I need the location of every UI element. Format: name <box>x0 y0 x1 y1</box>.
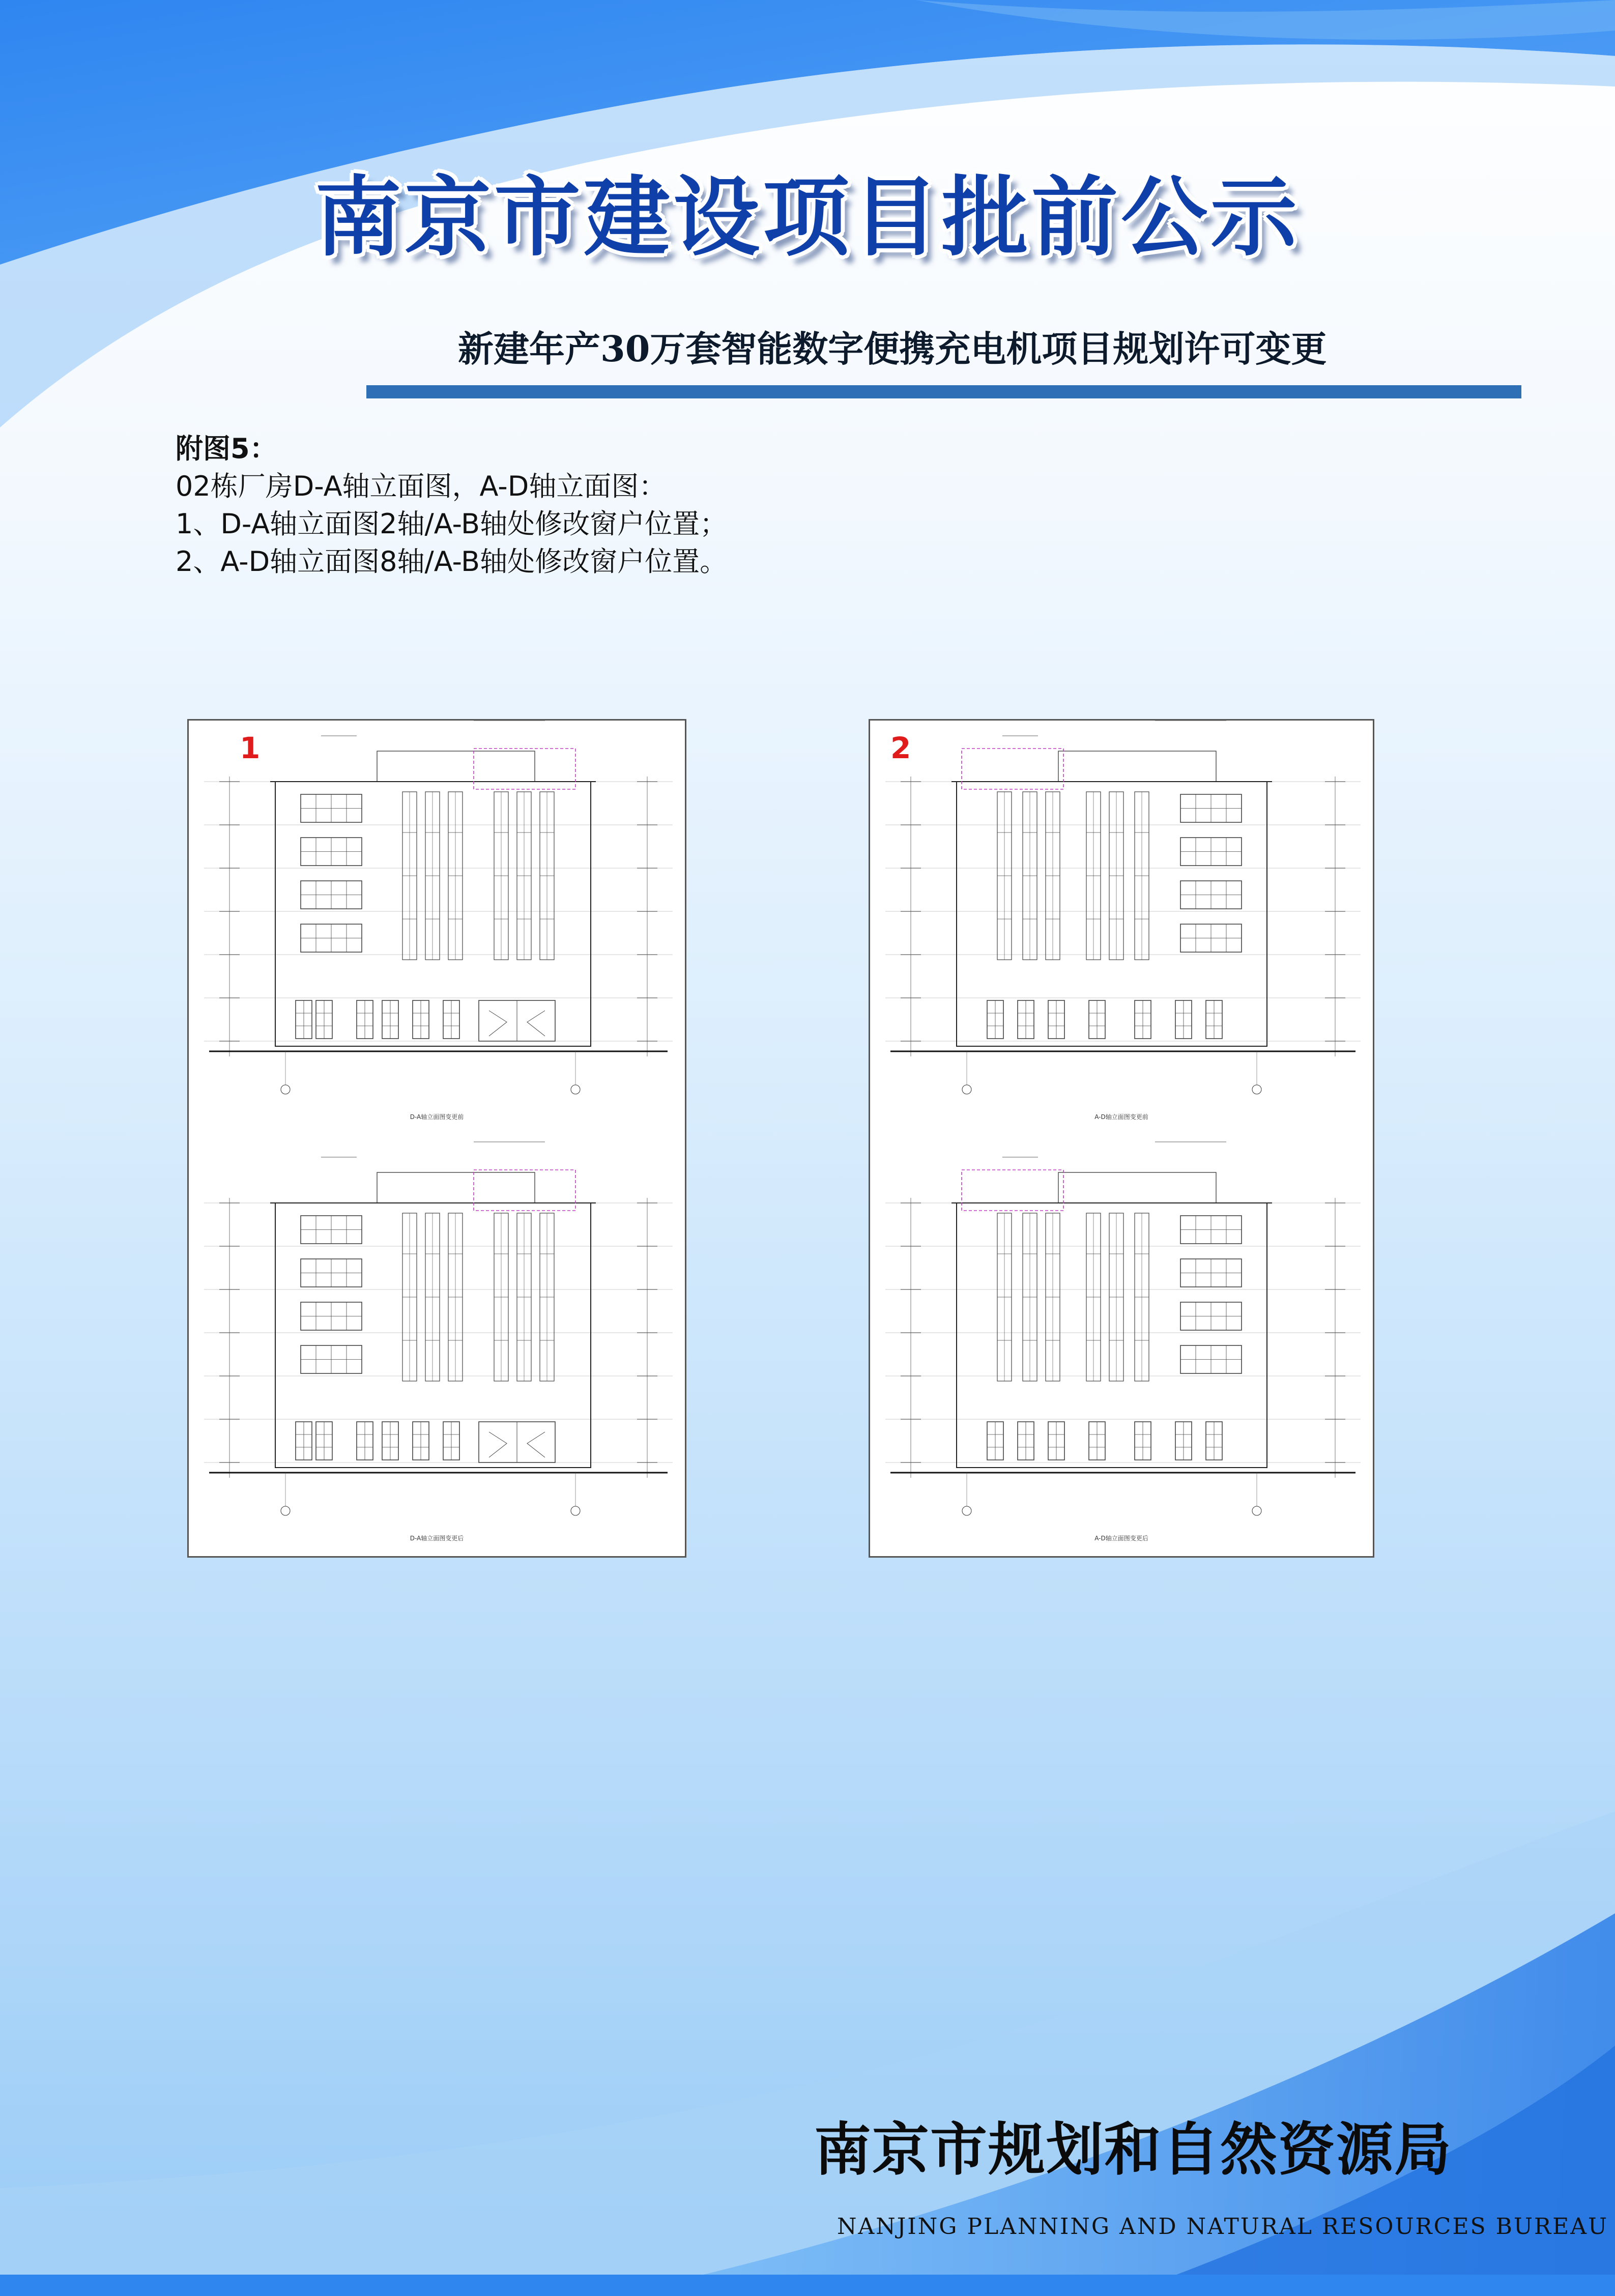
sheet-number: 1 <box>240 731 261 765</box>
drawing-rect <box>377 751 535 782</box>
project-subtitle: 新建年产30万套智能数字便携充电机项目规划许可变更 <box>458 328 1327 370</box>
elevation-drawing <box>189 721 688 1559</box>
axis-bubble <box>571 1085 580 1094</box>
door-swing <box>527 1011 545 1036</box>
door-swing <box>527 1432 545 1457</box>
note-line: 2、A-D轴立面图8轴/A-B轴处修改窗户位置。 <box>176 546 728 578</box>
axis-bubble <box>281 1085 290 1094</box>
drawing-rect <box>962 1170 1063 1211</box>
drawing-sheet-1 <box>187 719 686 1558</box>
drawing-rect <box>275 782 591 1046</box>
attachment-note <box>176 430 727 581</box>
axis-bubble <box>1252 1506 1261 1515</box>
drawing-caption: A-D轴立面图变更前 <box>1094 1113 1148 1121</box>
drawing-caption: D-A轴立面图变更前 <box>410 1113 464 1121</box>
door-swing <box>489 1011 507 1036</box>
elevation-drawing <box>870 721 1376 1559</box>
axis-bubble <box>962 1506 971 1515</box>
axis-bubble <box>1252 1085 1261 1094</box>
note-heading: 附图5： <box>176 433 277 465</box>
axis-bubble <box>571 1506 580 1515</box>
door-swing <box>489 1432 507 1457</box>
drawing-rect <box>1058 1172 1216 1203</box>
drawing-rect <box>275 1203 591 1468</box>
drawing-rect <box>377 1172 535 1203</box>
note-line: 1、D-A轴立面图2轴/A-B轴处修改窗户位置； <box>176 508 728 540</box>
subtitle-underline <box>366 385 1521 398</box>
note-line: 02栋厂房D-A轴立面图，A-D轴立面图： <box>176 470 667 502</box>
drawing-rect <box>474 1170 575 1211</box>
agency-name: 南京市规划和自然资源局 <box>814 2116 1452 2183</box>
agency-name-english: NANJING PLANNING AND NATURAL RESOURCES BUREAU <box>837 2214 1609 2240</box>
sheet-number: 2 <box>890 731 911 765</box>
drawing-caption: D-A轴立面图变更后 <box>410 1535 464 1542</box>
drawing-caption: A-D轴立面图变更后 <box>1094 1535 1148 1542</box>
drawing-rect <box>474 749 575 789</box>
drawing-sheet-2 <box>869 719 1374 1558</box>
drawing-rect <box>1058 751 1216 782</box>
axis-bubble <box>962 1085 971 1094</box>
axis-bubble <box>281 1506 290 1515</box>
page-title: 南京市建设项目批前公示 <box>314 166 1300 268</box>
bottom-bar <box>0 2275 1615 2296</box>
drawing-rect <box>962 749 1063 789</box>
